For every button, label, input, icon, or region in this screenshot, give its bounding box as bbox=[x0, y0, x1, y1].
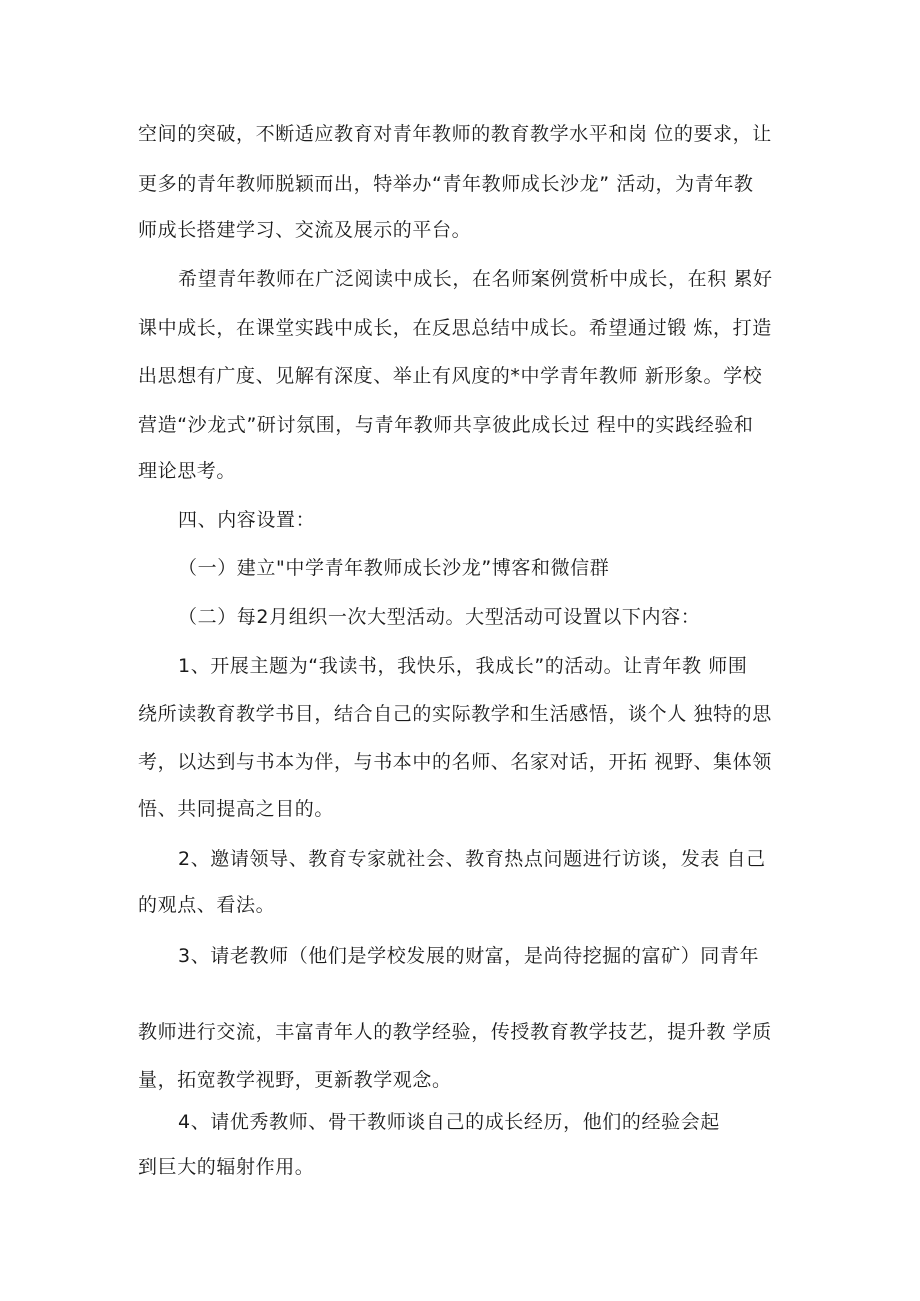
text-line: 3、请老教师（他们是学校发展的财富，是尚待挖掘的富矿）同青年 bbox=[178, 945, 760, 967]
list-item: （一）建立"中学青年教师成长沙龙”博客和微信群 bbox=[178, 557, 610, 579]
text-line: 空间的突破，不断适应教育对青年教师的教育教学水平和岗 位的要求，让 bbox=[138, 123, 772, 145]
text-line: 课中成长，在课堂实践中成长，在反思总结中成长。希望通过锻 炼，打造 bbox=[138, 317, 772, 339]
text-line: 1、开展主题为“我读书，我快乐，我成长”的活动。让青年教 师围 bbox=[178, 655, 748, 677]
text-line: 的观点、看法。 bbox=[138, 894, 276, 916]
text-line: 量，拓宽教学视野，更新教学观念。 bbox=[138, 1069, 452, 1091]
text-line: 希望青年教师在广泛阅读中成长，在名师案例赏析中成长，在积 累好 bbox=[178, 268, 773, 290]
section-heading: 四、内容设置： bbox=[178, 509, 316, 531]
text-line: 师成长搭建学习、交流及展示的平台。 bbox=[138, 219, 472, 241]
text-line: 绕所读教育教学书目，结合自己的实际教学和生活感悟，谈个人 独特的思 bbox=[138, 703, 772, 725]
text-line: 出思想有广度、见解有深度、举止有风度的*中学青年教师 新形象。学校 bbox=[138, 365, 763, 387]
text-line: 理论思考。 bbox=[138, 460, 237, 482]
text-line: 4、请优秀教师、骨干教师谈自己的成长经历，他们的经验会起 bbox=[178, 1111, 720, 1133]
text-line: 2、邀请领导、教育专家就社会、教育热点问题进行访谈，发表 自己 bbox=[178, 848, 766, 870]
text-line: 更多的青年教师脱颖而出，特举办“青年教师成长沙龙” 活动，为青年教 bbox=[138, 173, 754, 195]
text-line: 到巨大的辐射作用。 bbox=[138, 1156, 315, 1178]
text-line: 考，以达到与书本为伴，与书本中的名师、名家对话，开拓 视野、集体领 bbox=[138, 751, 772, 773]
text-line: 悟、共同提高之目的。 bbox=[138, 798, 335, 820]
text-line: 营造“沙龙式”研讨氛围，与青年教师共享彼此成长过 程中的实践经验和 bbox=[138, 414, 754, 436]
text-line: 教师进行交流，丰富青年人的教学经验，传授教育教学技艺，提升教 学质 bbox=[138, 1021, 772, 1043]
list-item: （二）每2月组织一次大型活动。大型活动可设置以下内容： bbox=[178, 606, 701, 628]
